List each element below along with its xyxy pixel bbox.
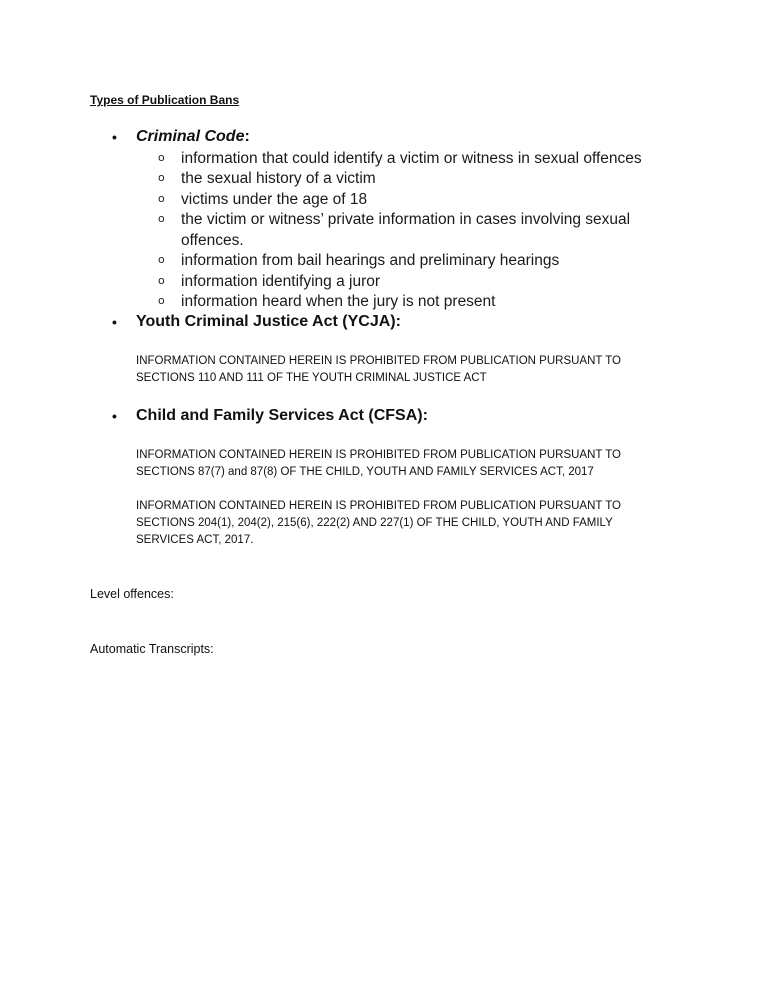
list-item-text: information heard when the jury is not present — [181, 293, 496, 310]
section-title — [136, 128, 250, 146]
bullet-marker: • — [112, 314, 117, 330]
list-item-text: information that could identify a victim or witness in sexual offences — [181, 150, 642, 167]
sub-bullet-marker: o — [158, 274, 165, 287]
section-title-text: Criminal Code — [136, 128, 245, 145]
list-item-text: victims under the age of 18 — [181, 191, 368, 208]
publication-ban-notice: INFORMATION CONTAINED HEREIN IS PROHIBITED FROM PUBLICATION PURSUANT TO SECTIONS 110 AND 111 OF THE YOUTH CRIMINAL JUSTICE ACT — [136, 355, 621, 384]
section-title: Youth Criminal Justice Act (YCJA): — [136, 313, 401, 330]
bullet-marker: • — [112, 129, 117, 145]
list-item-text: information identifying a juror — [181, 273, 381, 290]
section-title-suffix: : — [244, 128, 250, 145]
level-offences-label: Level offences: — [90, 587, 174, 601]
sub-bullet-marker: o — [158, 151, 165, 164]
sub-bullet-marker: o — [158, 171, 165, 184]
list-item-text: the victim or witness’ private information in cases involving sexual offences. — [181, 211, 631, 249]
publication-ban-notice: INFORMATION CONTAINED HEREIN IS PROHIBITED FROM PUBLICATION PURSUANT TO SECTIONS 87(7) and 87(8) OF THE CHILD, YOUTH AND FAMILY SERVICES ACT, 2017 — [136, 449, 621, 478]
section-title: Child and Family Services Act (CFSA): — [136, 407, 428, 424]
sub-bullet-marker: o — [158, 253, 165, 266]
sub-bullet-marker: o — [158, 212, 165, 225]
sub-bullet-marker: o — [158, 294, 165, 307]
publication-ban-notice: INFORMATION CONTAINED HEREIN IS PROHIBITED FROM PUBLICATION PURSUANT TO SECTIONS 204(1), 204(2), 215(6), 222(2) AND 227(1) OF THE CHILD, YOUTH AND FAMILY SERVICES ACT, 2017. — [136, 500, 621, 546]
page-heading: Types of Publication Bans — [90, 93, 240, 107]
bullet-marker: • — [112, 408, 117, 424]
list-item-text: information from bail hearings and preliminary hearings — [181, 252, 560, 269]
sub-bullet-marker: o — [158, 192, 165, 205]
list-item-text: the sexual history of a victim — [181, 170, 376, 187]
automatic-transcripts-label: Automatic Transcripts: — [90, 642, 214, 656]
